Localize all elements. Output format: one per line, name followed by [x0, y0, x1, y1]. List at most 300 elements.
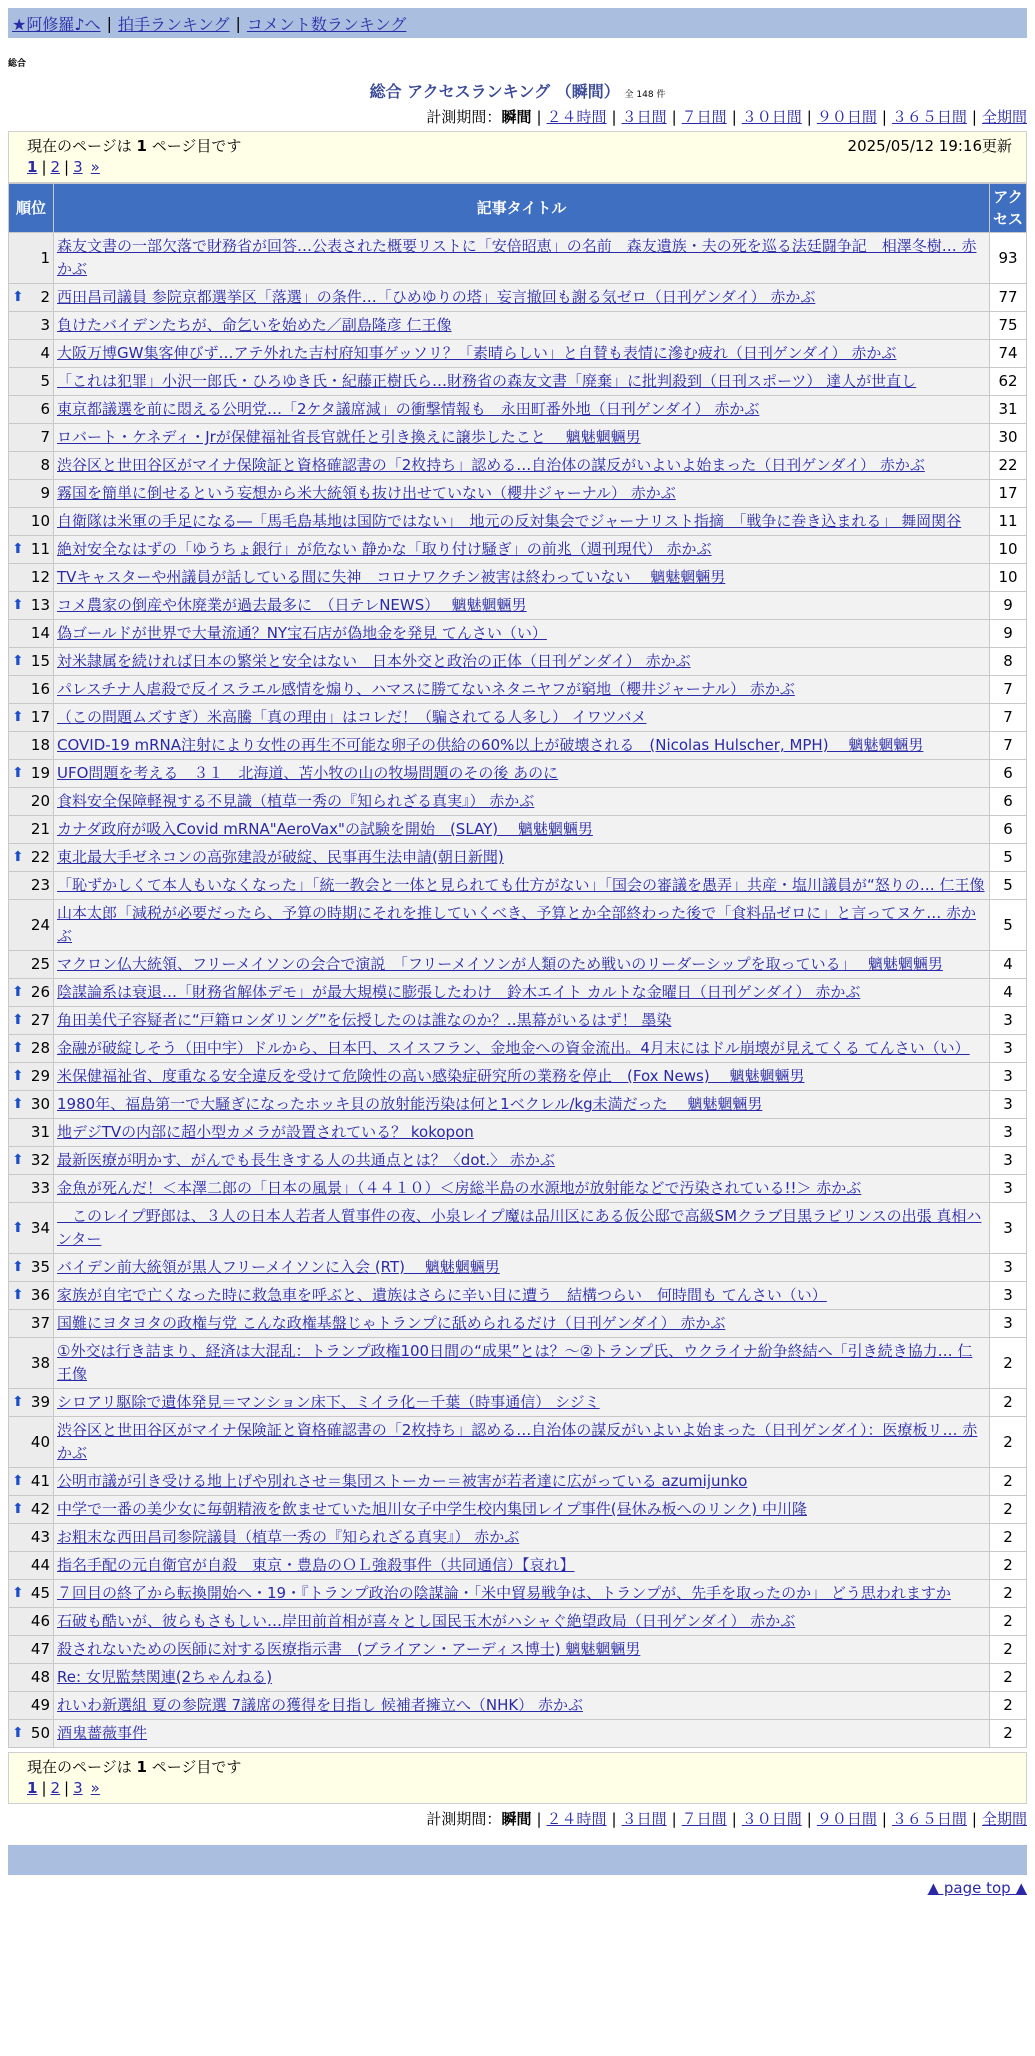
rank-cell: [9, 872, 54, 900]
rank-cell: [9, 564, 54, 592]
rank-cell: [9, 1119, 54, 1147]
table-row: [9, 872, 1027, 900]
article-link[interactable]: 公明市議が引き受ける地上げや別れさせ＝集団ストーカー＝被害が若者達に広がっている azumijunko: [57, 1472, 748, 1490]
rank-cell: [9, 1203, 54, 1254]
table-row: [9, 1175, 1027, 1203]
period-separator: |: [611, 1810, 617, 1828]
rank-number: 13: [30, 596, 50, 614]
article-link[interactable]: 偽ゴールドが世界で大量流通？NY宝石店が偽地金を発見 てんさい（い）: [57, 624, 547, 642]
rank-cell: [9, 1338, 54, 1389]
article-link[interactable]: 山本太郎「減税が必要だったら、予算の時期にそれを推していくべき、予算とか全部終わった後で「食料品ゼロに」と言ってヌケ… 赤かぶ: [57, 904, 977, 945]
title-cell: [54, 979, 990, 1007]
article-link[interactable]: 対米隷属を続ければ日本の繁栄と安全はない 日本外交と政治の正体（日刊ゲンダイ） 赤かぶ: [57, 652, 691, 670]
access-count: 2: [990, 1692, 1027, 1720]
period-current: 瞬間: [501, 1810, 532, 1828]
rank-cell: [9, 816, 54, 844]
table-row: [9, 1091, 1027, 1119]
rank-number: 45: [30, 1584, 50, 1602]
arrow-up-icon: ⬆: [12, 1585, 24, 1601]
rank-number: 49: [30, 1696, 50, 1714]
page-status-line: [27, 134, 1012, 156]
rank-number: 43: [30, 1528, 50, 1546]
article-link[interactable]: 中学で一番の美少女に毎朝精液を飲ませていた旭川女子中学生校内集団レイプ事件(昼休み板へのリンク) 中川隆: [57, 1500, 807, 1518]
rank-cell: [9, 312, 54, 340]
table-row: [9, 620, 1027, 648]
period-separator: |: [731, 1810, 737, 1828]
pagination-separator: |: [41, 158, 47, 176]
access-count: 3: [990, 1119, 1027, 1147]
title-cell: [54, 1552, 990, 1580]
article-link[interactable]: 地デジTVの内部に超小型カメラが設置されている？ kokopon: [57, 1123, 474, 1141]
pagination-link-1[interactable]: 1: [27, 158, 38, 176]
rank-number: 33: [30, 1179, 50, 1197]
rank-cell: [9, 396, 54, 424]
access-count: 2: [990, 1389, 1027, 1417]
rank-cell: [9, 592, 54, 620]
arrow-up-icon: ⬆: [12, 1394, 24, 1410]
title-cell: [54, 233, 990, 284]
rank-cell: [9, 844, 54, 872]
rank-number: 28: [30, 1039, 50, 1057]
table-row: [9, 648, 1027, 676]
title-cell: [54, 648, 990, 676]
total-count: 全 148 件: [624, 90, 666, 100]
period-link-7[interactable]: 全期間: [981, 1810, 1027, 1828]
period-link-3[interactable]: ７日間: [681, 1810, 727, 1828]
period-link-4[interactable]: ３０日間: [741, 1810, 802, 1828]
rank-cell: [9, 1035, 54, 1063]
page-top-link[interactable]: ▲ page top ▲: [927, 1879, 1027, 1897]
pagination-separator: |: [64, 158, 70, 176]
title-cell: [54, 480, 990, 508]
period-current: 瞬間: [501, 108, 532, 126]
article-link[interactable]: バイデン前大統領が黒人フリーメイソンに入会 (RT) 魑魅魍魎男: [57, 1258, 500, 1276]
rank-number: 23: [30, 876, 50, 894]
period-link-5[interactable]: ９０日間: [816, 108, 877, 126]
period-separator: |: [731, 108, 737, 126]
rank-number: 5: [40, 372, 50, 390]
rank-cell: [9, 1147, 54, 1175]
rank-number: 22: [30, 848, 50, 866]
rank-number: 24: [30, 915, 50, 934]
pagination-link-2[interactable]: 2: [50, 1779, 61, 1797]
rank-number: 19: [30, 764, 50, 782]
rank-number: 40: [30, 1432, 50, 1451]
access-count: 74: [990, 340, 1027, 368]
pagination-separator: |: [64, 1779, 70, 1797]
article-link[interactable]: （この問題ムズすぎ）米高騰「真の理由」はコレだ！（騙されてる人多し） イワツバメ: [57, 708, 647, 726]
access-count: 7: [990, 676, 1027, 704]
access-count: 75: [990, 312, 1027, 340]
period-separator: |: [536, 1810, 542, 1828]
rank-number: 50: [30, 1724, 50, 1742]
pagination-separator: |: [41, 1779, 47, 1797]
period-link-3[interactable]: ７日間: [681, 108, 727, 126]
article-link[interactable]: COVID-19 mRNA注射により女性の再生不可能な卵子の供給の60%以上が破壊される (Nicolas Hulscher, MPH) 魑魅魍魎男: [57, 736, 924, 754]
table-row: [9, 1636, 1027, 1664]
article-link[interactable]: パレスチナ人虐殺で反イスラエル感情を煽り、ハマスに勝てないネタニヤフが窮地（櫻井ジャーナル） 赤かぶ: [57, 680, 795, 698]
period-link-6[interactable]: ３６５日間: [891, 1810, 967, 1828]
access-count: 2: [990, 1580, 1027, 1608]
article-link[interactable]: 指名手配の元自衛官が自殺 東京・豊島のＯＬ強殺事件（共同通信）【哀れ】: [57, 1556, 575, 1574]
title-cell: [54, 676, 990, 704]
article-link[interactable]: 霧国を簡単に倒せるという妄想から米大統領も抜け出せていない（櫻井ジャーナル） 赤かぶ: [57, 484, 676, 502]
title-cell: [54, 536, 990, 564]
table-row: [9, 1608, 1027, 1636]
access-count: 9: [990, 592, 1027, 620]
article-link[interactable]: マクロン仏大統領、フリーメイソンの会合で演説 「フリーメイソンが人類のため戦いのリーダーシップを取っている」 魑魅魍魎男: [57, 955, 943, 973]
article-link[interactable]: ロバート・ケネディ・Jrが保健福祉省長官就任と引き換えに譲歩したこと 魑魅魍魎男: [57, 428, 641, 446]
table-row: [9, 704, 1027, 732]
ranking-table: [8, 183, 1027, 1748]
title-cell: [54, 1608, 990, 1636]
article-link[interactable]: ７回目の終了から転換開始へ・19・『トランプ政治の陰謀論・「米中貿易戦争は、トランプが、先手を取ったのか」 どう思われますか: [57, 1584, 951, 1602]
title-cell: [54, 1692, 990, 1720]
access-count: 2: [990, 1664, 1027, 1692]
title-cell: [54, 424, 990, 452]
rank-cell: [9, 1524, 54, 1552]
access-count: 77: [990, 284, 1027, 312]
rank-cell: [9, 1417, 54, 1468]
access-count: 5: [990, 844, 1027, 872]
table-row: [9, 233, 1027, 284]
period-link-7[interactable]: 全期間: [981, 108, 1027, 126]
rank-number: 47: [30, 1640, 50, 1658]
rank-number: 20: [30, 792, 50, 810]
rank-cell: [9, 732, 54, 760]
arrow-up-icon: ⬆: [12, 1287, 24, 1303]
article-link[interactable]: 殺されないための医師に対する医療指示書 (ブライアン・アーディス博士) 魑魅魍魎男: [57, 1640, 641, 1658]
arrow-up-icon: ⬆: [12, 849, 24, 865]
pagination-next[interactable]: »: [90, 158, 100, 176]
table-row: [9, 1063, 1027, 1091]
column-header-access: アクセス: [990, 184, 1027, 233]
article-link[interactable]: TVキャスターや州議員が話している間に失神 コロナワクチン被害は終わっていない 魑魅魍魎男: [57, 568, 726, 586]
nav-link-asyura[interactable]: ★阿修羅♪へ: [12, 14, 101, 34]
pagination-link-3[interactable]: 3: [73, 158, 83, 176]
rank-cell: [9, 788, 54, 816]
period-separator: |: [806, 1810, 812, 1828]
title-cell: [54, 620, 990, 648]
title-cell: [54, 872, 990, 900]
rank-cell: [9, 1692, 54, 1720]
article-link[interactable]: 西田昌司議員 参院京都選挙区「落選」の条件…「ひめゆりの塔」妄言撤回も謝る気ゼロ（日刊ゲンダイ） 赤かぶ: [57, 288, 816, 306]
article-link[interactable]: コメ農家の倒産や休廃業が過去最多に （日テレNEWS） 魑魅魍魎男: [57, 596, 527, 614]
access-count: 2: [990, 1496, 1027, 1524]
article-link[interactable]: 森友文書の一部欠落で財務省が回答…公表された概要リストに「安倍昭恵」の名前 森友遺族・夫の死を巡る法廷闘争記 相澤冬樹… 赤かぶ: [57, 237, 977, 278]
article-link[interactable]: 石破も酷いが、彼らもさもしい…岸田前首相が喜々とし国民玉木がハシャぐ絶望政局（日刊ゲンダイ） 赤かぶ: [57, 1612, 796, 1630]
rank-number: 27: [30, 1011, 50, 1029]
arrow-up-icon: ⬆: [12, 1473, 24, 1489]
rank-number: 38: [30, 1353, 50, 1372]
period-link-4[interactable]: ３０日間: [741, 108, 802, 126]
arrow-up-icon: ⬆: [12, 541, 24, 557]
title-cell: [54, 368, 990, 396]
table-row: [9, 1552, 1027, 1580]
title-cell: [54, 452, 990, 480]
access-count: 2: [990, 1720, 1027, 1748]
rank-number: 36: [30, 1286, 50, 1304]
article-link[interactable]: 最新医療が明かす、がんでも長生きする人の共通点とは？〈dot.〉 赤かぶ: [57, 1151, 555, 1169]
rank-cell: [9, 951, 54, 979]
access-count: 6: [990, 760, 1027, 788]
column-header-title: 記事タイトル: [54, 184, 990, 233]
period-separator: |: [881, 108, 887, 126]
bottom-bar: [8, 1845, 1027, 1875]
table-row: [9, 1338, 1027, 1389]
title-cell: [54, 1091, 990, 1119]
rank-cell: [9, 1389, 54, 1417]
nav-link-applause-ranking[interactable]: 拍手ランキング: [117, 14, 230, 34]
access-count: 6: [990, 816, 1027, 844]
rank-number: 15: [30, 652, 50, 670]
rank-number: 11: [30, 540, 50, 558]
title-cell: [54, 1063, 990, 1091]
nav-link-comment-ranking[interactable]: コメント数ランキング: [246, 14, 407, 34]
access-count: 3: [990, 1063, 1027, 1091]
rank-cell: [9, 1063, 54, 1091]
article-link[interactable]: 絶対安全なはずの「ゆうちょ銀行」が危ない 静かな「取り付け騒ぎ」の前兆（週刊現代） 赤かぶ: [57, 540, 712, 558]
table-row: [9, 508, 1027, 536]
rank-cell: [9, 1282, 54, 1310]
arrow-up-icon: ⬆: [12, 1725, 24, 1741]
access-count: 4: [990, 951, 1027, 979]
rank-number: 30: [30, 1095, 50, 1113]
rank-number: 44: [30, 1556, 50, 1574]
rank-cell: [9, 1636, 54, 1664]
rank-number: 26: [30, 983, 50, 1001]
article-link[interactable]: 家族が自宅で亡くなった時に救急車を呼ぶと、遺族はさらに辛い目に遭う 結構つらい 何時間も てんさい（い）: [57, 1286, 827, 1304]
period-separator: |: [806, 108, 812, 126]
page-top-container: [8, 1879, 1027, 1897]
period-separator: |: [671, 1810, 677, 1828]
article-link[interactable]: ①外交は行き詰まり、経済は大混乱：トランプ政権100日間の“成果”とは？～②トランプ氏、ウクライナ紛争終結へ「引き続き協力… 仁王像: [57, 1342, 973, 1383]
pagination-link-2[interactable]: 2: [50, 158, 61, 176]
page-title: 総合 アクセスランキング （瞬間）: [369, 82, 620, 101]
access-count: 30: [990, 424, 1027, 452]
article-link[interactable]: 角田美代子容疑者に“戸籍ロンダリング”を伝授したのは誰なのか？‥黒幕がいるはず！ 墨染: [57, 1011, 672, 1029]
access-count: 17: [990, 480, 1027, 508]
table-row: [9, 284, 1027, 312]
rank-cell: [9, 480, 54, 508]
column-header-rank: 順位: [9, 184, 54, 233]
article-link[interactable]: 酒鬼薔薇事件: [57, 1724, 148, 1742]
title-cell: [54, 788, 990, 816]
access-count: 3: [990, 1007, 1027, 1035]
table-row: [9, 1389, 1027, 1417]
rank-cell: [9, 233, 54, 284]
title-cell: [54, 1664, 990, 1692]
article-link[interactable]: 1980年、福島第一で大騒ぎになったホッキ貝の放射能汚染は何と1ベクレル/kg未満だった 魑魅魍魎男: [57, 1095, 763, 1113]
pagination: [27, 1777, 1012, 1799]
title-cell: [54, 1580, 990, 1608]
period-link-6[interactable]: ３６５日間: [891, 108, 967, 126]
access-count: 2: [990, 1417, 1027, 1468]
title-cell: [54, 1496, 990, 1524]
article-link[interactable]: 「恥ずかしくて本人もいなくなった」「統一教会と一体と見られても仕方がない」「国会の審議を愚弄」共産・塩川議員が“怒りの… 仁王像: [57, 876, 985, 894]
title-cell: [54, 1338, 990, 1389]
access-count: 4: [990, 979, 1027, 1007]
rank-cell: [9, 1254, 54, 1282]
pagination-link-1[interactable]: 1: [27, 1779, 38, 1797]
arrow-up-icon: ⬆: [12, 709, 24, 725]
title-cell: [54, 508, 990, 536]
title-cell: [54, 1254, 990, 1282]
title-cell: [54, 704, 990, 732]
table-row: [9, 480, 1027, 508]
title-cell: [54, 1203, 990, 1254]
access-count: 5: [990, 872, 1027, 900]
article-link[interactable]: 大阪万博GW集客伸びず…アテ外れた吉村府知事ゲッソリ？「素晴らしい」と自賛も表情に滲む疲れ（日刊ゲンダイ） 赤かぶ: [57, 344, 897, 362]
table-row: [9, 1580, 1027, 1608]
article-link[interactable]: お粗末な西田昌司参院議員（植草一秀の『知られざる真実』） 赤かぶ: [57, 1528, 520, 1546]
arrow-up-icon: ⬆: [12, 984, 24, 1000]
rank-number: 2: [40, 288, 50, 306]
access-count: 10: [990, 536, 1027, 564]
nav-separator: |: [106, 13, 112, 33]
rank-cell: [9, 1720, 54, 1748]
rank-cell: [9, 1091, 54, 1119]
article-link[interactable]: 金融が破綻しそう（田中宇）ドルから、日本円、スイスフラン、金地金への資金流出。4月末にはドル崩壊が見えてくる てんさい（い）: [57, 1039, 970, 1057]
rank-number: 12: [30, 568, 50, 586]
arrow-up-icon: ⬆: [12, 1040, 24, 1056]
access-count: 62: [990, 368, 1027, 396]
article-link[interactable]: 「これは犯罪」小沢一郎氏・ひろゆき氏・紀藤正樹氏ら…財務省の森友文書「廃棄」に批判殺到（日刊スポーツ） 達人が世直し: [57, 372, 917, 390]
title-cell: [54, 1636, 990, 1664]
rank-cell: [9, 1580, 54, 1608]
title-cell: [54, 760, 990, 788]
article-link[interactable]: 負けたバイデンたちが、命乞いを始めた／副島隆彦 仁王像: [57, 316, 452, 334]
table-row: [9, 844, 1027, 872]
article-link[interactable]: 自衛隊は米軍の手足になる―「馬毛島基地は国防ではない」 地元の反対集会でジャーナリスト指摘 「戦争に巻き込まれる」 舞岡関谷: [57, 512, 962, 530]
page-info-bottom: [8, 1752, 1027, 1804]
access-count: 11: [990, 508, 1027, 536]
category-label: 総合: [8, 59, 27, 69]
article-link[interactable]: UFO問題を考える ３１ 北海道、苫小牧の山の牧場問題のその後 あのに: [57, 764, 559, 782]
table-row: [9, 1007, 1027, 1035]
rank-cell: [9, 452, 54, 480]
page-info-top: [8, 131, 1027, 183]
period-label: 計測期間：: [426, 1810, 502, 1828]
article-link[interactable]: 東北最大手ゼネコンの高弥建設が破綻、民事再生法申請(朝日新聞): [57, 848, 504, 866]
table-row: [9, 1468, 1027, 1496]
article-link[interactable]: シロアリ駆除で遺体発見＝マンション床下、ミイラ化－千葉（時事通信） シジミ: [57, 1393, 600, 1411]
article-link[interactable]: このレイプ野郎は、３人の日本人若者人質事件の夜、小泉レイプ魔は品川区にある仮公邸で高級SMクラブ目黒ラビリンスの出張 真相ハンター: [57, 1207, 982, 1248]
access-count: 93: [990, 233, 1027, 284]
title-cell: [54, 396, 990, 424]
table-row: [9, 676, 1027, 704]
table-row: [9, 1119, 1027, 1147]
article-link[interactable]: 渋谷区と世田谷区がマイナ保険証と資格確認書の「2枚持ち」認める…自治体の謀反がいよいよ始まった（日刊ゲンダイ） 赤かぶ: [57, 456, 925, 474]
title-cell: [54, 1468, 990, 1496]
rank-number: 48: [30, 1668, 50, 1686]
access-count: 31: [990, 396, 1027, 424]
article-link[interactable]: カナダ政府が吸入Covid mRNA"AeroVax"の試験を開始 (SLAY) 魑魅魍魎男: [57, 820, 593, 838]
rank-cell: [9, 1175, 54, 1203]
title-cell: [54, 1147, 990, 1175]
access-count: 2: [990, 1468, 1027, 1496]
table-row: [9, 424, 1027, 452]
period-link-1[interactable]: ２４時間: [546, 1810, 607, 1828]
title-cell: [54, 1310, 990, 1338]
rank-number: 46: [30, 1612, 50, 1630]
table-row: [9, 1310, 1027, 1338]
article-link[interactable]: Re: 女児監禁関連(2ちゃんねる): [57, 1668, 273, 1686]
page-number: 1: [136, 1757, 147, 1776]
arrow-up-icon: ⬆: [12, 1012, 24, 1028]
current-page-text: [27, 135, 241, 156]
rank-cell: [9, 1468, 54, 1496]
article-link[interactable]: 国難にヨタヨタの政権与党 こんな政権基盤じゃトランプに舐められるだけ（日刊ゲンダイ） 赤かぶ: [57, 1314, 726, 1332]
table-row: [9, 1282, 1027, 1310]
table-row: [9, 1664, 1027, 1692]
period-selector-bottom: [8, 1808, 1027, 1829]
period-link-5[interactable]: ９０日間: [816, 1810, 877, 1828]
access-count: 3: [990, 1147, 1027, 1175]
rank-cell: [9, 1608, 54, 1636]
period-separator: |: [671, 108, 677, 126]
access-count: 3: [990, 1203, 1027, 1254]
article-link[interactable]: 渋谷区と世田谷区がマイナ保険証と資格確認書の「2枚持ち」認める…自治体の謀反がいよいよ始まった（日刊ゲンダイ）：医療板リ… 赤かぶ: [57, 1421, 978, 1462]
rank-number: 9: [40, 484, 50, 502]
title-cell: [54, 900, 990, 951]
pagination-link-3[interactable]: 3: [73, 1779, 83, 1797]
rank-number: 6: [40, 400, 50, 418]
article-link[interactable]: 米保健福祉省、度重なる安全違反を受けて危険性の高い感染症研究所の業務を停止 (Fox News) 魑魅魍魎男: [57, 1067, 805, 1085]
access-count: 10: [990, 564, 1027, 592]
rank-number: 42: [30, 1500, 50, 1518]
article-link[interactable]: 食料安全保障軽視する不見識（植草一秀の『知られざる真実』） 赤かぶ: [57, 792, 535, 810]
title-cell: [54, 951, 990, 979]
access-count: 3: [990, 1175, 1027, 1203]
access-count: 6: [990, 788, 1027, 816]
rank-cell: [9, 760, 54, 788]
title-cell: [54, 1007, 990, 1035]
rank-number: 10: [30, 512, 50, 530]
article-link[interactable]: 陰謀論系は衰退…「財務省解体デモ」が最大規模に膨張したわけ 鈴木エイト カルトな金曜日（日刊ゲンダイ） 赤かぶ: [57, 983, 861, 1001]
rank-number: 1: [40, 248, 50, 267]
table-row: [9, 368, 1027, 396]
title-cell: [54, 816, 990, 844]
access-count: 3: [990, 1254, 1027, 1282]
table-row: [9, 900, 1027, 951]
nav-separator: |: [235, 13, 241, 33]
period-link-2[interactable]: ３日間: [621, 1810, 667, 1828]
rank-cell: [9, 979, 54, 1007]
access-count: 22: [990, 452, 1027, 480]
page-number: 1: [136, 136, 147, 155]
period-link-2[interactable]: ３日間: [621, 108, 667, 126]
article-link[interactable]: 金魚が死んだ！＜本澤二郎の「日本の風景」（４４１０）＜房総半島の水源地が放射能などで汚染されている!!＞ 赤かぶ: [57, 1179, 862, 1197]
rank-number: 18: [30, 736, 50, 754]
arrow-up-icon: ⬆: [12, 597, 24, 613]
article-link[interactable]: れいわ新選組 夏の参院選 7議席の獲得を目指し 候補者擁立へ（NHK） 赤かぶ: [57, 1696, 583, 1714]
table-row: [9, 1035, 1027, 1063]
article-link[interactable]: 東京都議選を前に悶える公明党…「2ケタ議席減」の衝撃情報も 永田町番外地（日刊ゲンダイ） 赤かぶ: [57, 400, 760, 418]
table-row: [9, 1720, 1027, 1748]
access-count: 7: [990, 732, 1027, 760]
arrow-up-icon: ⬆: [12, 653, 24, 669]
access-count: 2: [990, 1636, 1027, 1664]
rank-cell: [9, 1007, 54, 1035]
table-row: [9, 312, 1027, 340]
title-cell: [54, 1119, 990, 1147]
period-link-1[interactable]: ２４時間: [546, 108, 607, 126]
access-count: 5: [990, 900, 1027, 951]
access-count: 8: [990, 648, 1027, 676]
table-row: [9, 536, 1027, 564]
pagination-next[interactable]: »: [90, 1779, 100, 1797]
